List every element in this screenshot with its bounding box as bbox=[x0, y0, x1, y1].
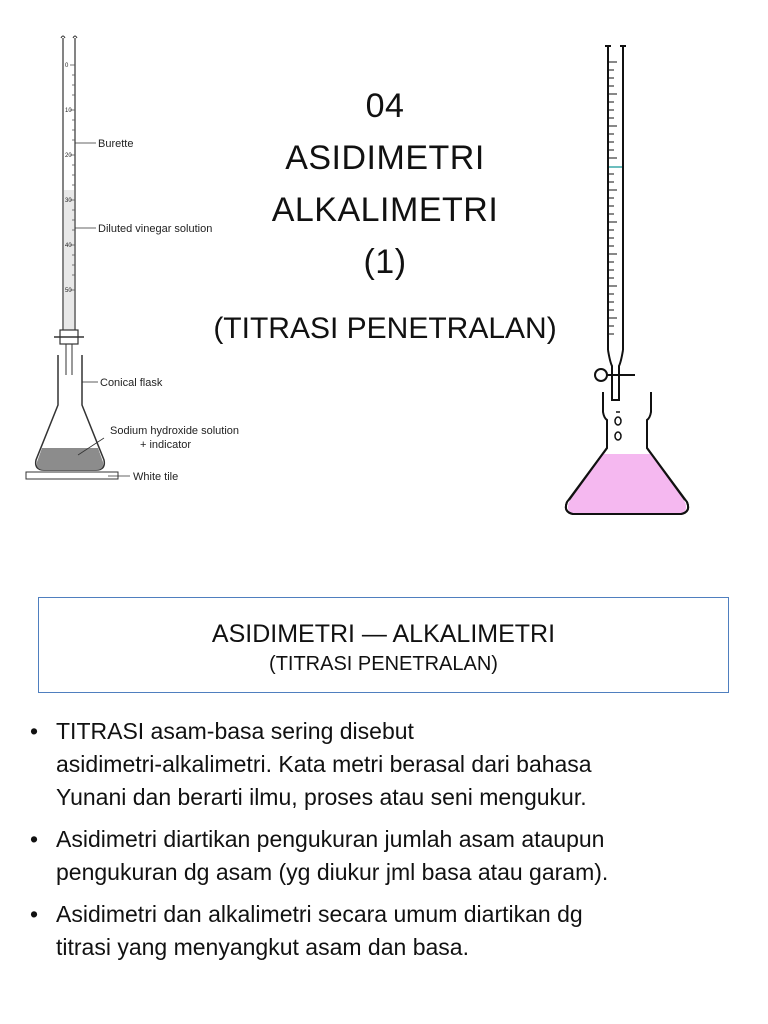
section-heading-title: ASIDIMETRI — ALKALIMETRI bbox=[211, 620, 556, 648]
title-line-1: ASIDIMETRI bbox=[285, 139, 485, 177]
scale-40: 40 bbox=[65, 243, 72, 249]
bullet-text-line: TITRASI asam-basa sering disebut bbox=[56, 718, 414, 744]
title-line-3: (1) bbox=[363, 243, 407, 281]
label-burette: Burette bbox=[98, 138, 134, 150]
label-vinegar: Diluted vinegar solution bbox=[98, 223, 213, 235]
title-subtitle: (TITRASI PENETRALAN) bbox=[213, 312, 557, 345]
section-heading-box bbox=[38, 597, 729, 693]
burette-tube bbox=[54, 36, 84, 375]
scale-10: 10 bbox=[65, 108, 72, 114]
white-tile-shape bbox=[26, 472, 118, 479]
scale-0: 0 bbox=[65, 63, 69, 69]
bullet-text-line: pengukuran dg asam (yg diukur jml basa atau garam). bbox=[56, 859, 609, 885]
label-naoh-2: + indicator bbox=[140, 439, 192, 451]
burette-and-pink-flask-illustration bbox=[555, 40, 705, 520]
right-burette bbox=[595, 46, 635, 400]
scale-20: 20 bbox=[65, 153, 72, 159]
scale-30: 30 bbox=[65, 198, 72, 204]
bullet-item bbox=[28, 715, 738, 814]
bullet-icon: • bbox=[30, 826, 39, 852]
scale-50: 50 bbox=[65, 288, 72, 294]
bullet-icon: • bbox=[30, 718, 39, 744]
bullet-text-line: Yunani dan berarti ilmu, proses atau seni mengukur. bbox=[56, 784, 587, 810]
pink-flask-svg bbox=[555, 40, 705, 520]
bullet-item bbox=[28, 898, 738, 964]
bullet-text-line: titrasi yang menyangkut asam dan basa. bbox=[56, 934, 469, 960]
bullet-text-line: Asidimetri diartikan pengukuran jumlah asam ataupun bbox=[56, 826, 605, 852]
bullet-list bbox=[28, 715, 738, 973]
label-naoh-1: Sodium hydroxide solution bbox=[110, 425, 240, 437]
bullet-icon: • bbox=[30, 901, 39, 927]
conical-flask bbox=[36, 355, 105, 470]
bullet-text-line: asidimetri-alkalimetri. Kata metri berasal dari bahasa bbox=[56, 751, 592, 777]
title-number: 04 bbox=[365, 87, 405, 125]
section-heading-subtitle: (TITRASI PENETRALAN) bbox=[269, 653, 498, 675]
bullet-item bbox=[28, 823, 738, 889]
title-line-2: ALKALIMETRI bbox=[271, 191, 499, 229]
bullet-text-line: Asidimetri dan alkalimetri secara umum diartikan dg bbox=[56, 901, 583, 927]
slide-title bbox=[200, 80, 570, 348]
label-flask: Conical flask bbox=[100, 377, 163, 389]
label-tile: White tile bbox=[133, 471, 179, 483]
right-flask bbox=[566, 392, 688, 514]
